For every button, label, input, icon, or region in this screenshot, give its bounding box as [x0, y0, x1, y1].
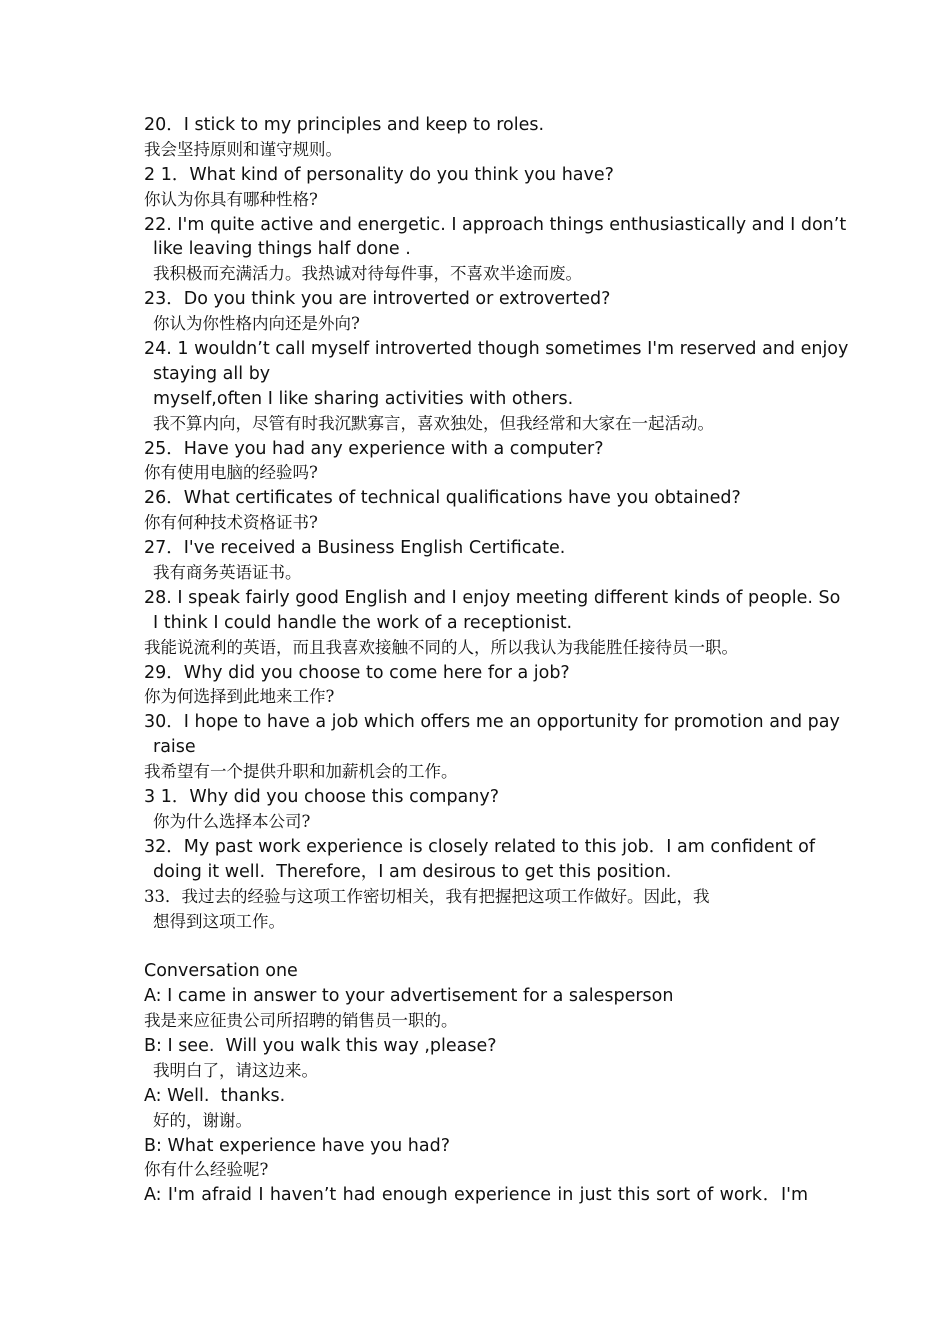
text-line: 想得到这项工作。: [153, 911, 285, 931]
text-line: 我能说流利的英语，而且我喜欢接触不同的人，所以我认为我能胜任接待员一职。: [144, 637, 738, 657]
text-line: 你为何选择到此地来工作?: [144, 687, 335, 707]
text-line: 你有使用电脑的经验吗?: [144, 463, 318, 483]
text-line: I think I could handle the work of a receptionist.: [153, 612, 573, 633]
text-line: 你有什么经验呢?: [144, 1160, 269, 1180]
text-line: 27．I've received a Business English Certificate.: [144, 538, 566, 559]
text-line: 你有何种技术资格证书?: [144, 513, 318, 533]
text-line: 我会坚持原则和谨守规则。: [144, 139, 342, 159]
text-line: 3 1．Why did you choose this company?: [144, 787, 500, 808]
text-line: 32．My past work experience is closely related to this job．I am confident of: [144, 836, 816, 857]
text-line: 30．I hope to have a job which offers me an opportunity for promotion and pay: [144, 712, 840, 733]
text-line: Conversation one: [144, 961, 298, 982]
text-line: doing it well. Therefore，I am desirous to get this position.: [153, 861, 672, 882]
text-line: 29．Why did you choose to come here for a job?: [144, 662, 570, 683]
text-line: 你认为你性格内向还是外向?: [153, 314, 360, 334]
text-line: A: Well. thanks.: [144, 1085, 286, 1106]
text-line: 25．Have you had any experience with a computer?: [144, 438, 604, 459]
text-line: 我明白了，请这边来。: [153, 1060, 318, 1080]
text-line: 好的，谢谢。: [153, 1110, 252, 1130]
text-line: 我是来应征贵公司所招聘的销售员一职的。: [144, 1011, 458, 1031]
text-line: A: I came in answer to your advertisement for a salesperson: [144, 986, 674, 1007]
text-line: 你认为你具有哪种性格?: [144, 189, 318, 209]
text-line: 我希望有一个提供升职和加薪机会的工作。: [144, 762, 458, 782]
text-line: raise: [153, 737, 196, 758]
text-line: 33．我过去的经验与这项工作密切相关，我有把握把这项工作做好。因此，我: [144, 886, 710, 906]
text-line: 2 1．What kind of personality do you think you have?: [144, 164, 614, 185]
text-line: 26．What certificates of technical qualifications have you obtained?: [144, 488, 741, 509]
text-line: 20．I stick to my principles and keep to roles.: [144, 115, 545, 135]
text-line: 你为什么选择本公司?: [153, 811, 311, 831]
text-line: 23．Do you think you are introverted or extroverted?: [144, 289, 611, 310]
text-line: myself,often I like sharing activities with others.: [153, 388, 574, 409]
text-line: like leaving things half done .: [153, 239, 411, 260]
text-line: 22. I'm quite active and energetic. I approach things enthusiastically and I don’t: [144, 214, 847, 235]
document-body: [144, 113, 849, 1208]
text-line: B: I see. Will you walk this way ,please?: [144, 1035, 497, 1056]
text-line: B: What experience have you had?: [144, 1135, 450, 1156]
text-line: 我不算内向，尽管有时我沉默寡言，喜欢独处，但我经常和大家在一起活动。: [153, 413, 714, 433]
text-line: staying all by: [153, 363, 271, 384]
blank-line: [144, 934, 808, 959]
text-line: 我积极而充满活力。我热诚对待每件事，不喜欢半途而废。: [153, 264, 582, 284]
text-line: A: I'm afraid I haven’t had enough experience in just this sort of work．I'm: [144, 1185, 808, 1206]
text-line: 我有商务英语证书。: [153, 563, 302, 583]
text-line: 24. 1 wouldn’t call myself introverted though sometimes I'm reserved and enjoy: [144, 339, 849, 360]
text-line: 28. I speak fairly good English and I enjoy meeting different kinds of people. So: [144, 587, 841, 608]
